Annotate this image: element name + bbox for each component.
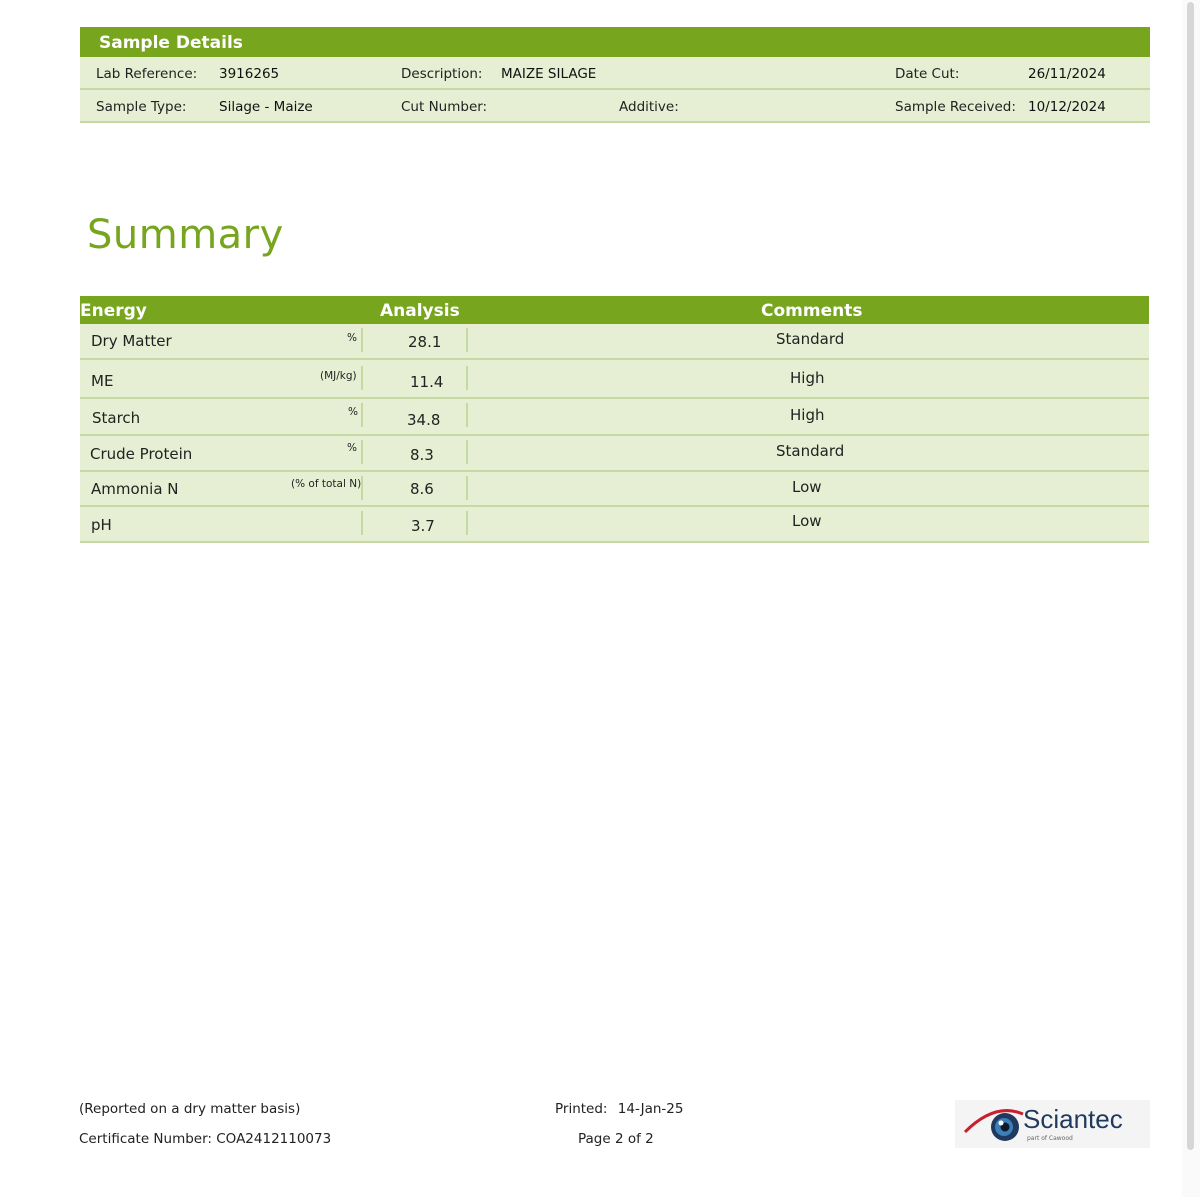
table-row — [80, 436, 1149, 472]
row-comment: Low — [792, 512, 822, 530]
sample-received-label: Sample Received: — [895, 99, 1016, 115]
row-comment: Standard — [776, 330, 845, 348]
cut-number-label: Cut Number: — [401, 99, 488, 115]
lab-reference-label: Lab Reference: — [96, 66, 198, 82]
row-unit: % — [347, 332, 357, 344]
scrollbar-track[interactable] — [1182, 0, 1200, 1197]
sample-details-row-2 — [80, 90, 1150, 123]
table-row — [80, 472, 1149, 507]
header-analysis: Analysis — [380, 301, 460, 321]
printed-date: 14-Jan-25 — [617, 1101, 684, 1117]
description-value: MAIZE SILAGE — [501, 66, 597, 82]
date-cut-label: Date Cut: — [895, 66, 960, 82]
sample-type-label: Sample Type: — [96, 99, 187, 115]
additive-label: Additive: — [619, 99, 679, 115]
row-comment: Low — [792, 478, 822, 496]
row-unit: (% of total N) — [291, 478, 362, 490]
logo-wordmark: Sciantec — [1023, 1104, 1123, 1134]
summary-table — [80, 296, 1149, 543]
row-name: Ammonia N — [91, 480, 179, 498]
sample-type-value: Silage - Maize — [219, 99, 313, 115]
page-number: Page 2 of 2 — [578, 1131, 654, 1147]
table-row — [80, 399, 1149, 436]
table-row — [80, 360, 1149, 399]
row-name: Starch — [92, 409, 141, 427]
date-cut-value: 26/11/2024 — [1028, 66, 1106, 82]
sample-details-title: Sample Details — [80, 27, 1150, 57]
eye-icon — [955, 1100, 1025, 1148]
row-unit: (MJ/kg) — [320, 370, 357, 382]
row-comment: Standard — [776, 442, 845, 460]
lab-reference-value: 3916265 — [219, 66, 280, 82]
summary-table-header — [80, 296, 1149, 324]
logo-tagline: part of Cawood — [1027, 1135, 1073, 1142]
row-value: 34.8 — [407, 411, 441, 429]
table-row — [80, 507, 1149, 543]
row-value: 28.1 — [408, 333, 442, 351]
basis-note: (Reported on a dry matter basis) — [79, 1101, 301, 1117]
row-name: pH — [91, 516, 112, 534]
sample-received-value: 10/12/2024 — [1028, 99, 1106, 115]
row-value: 8.6 — [410, 480, 434, 498]
sciantec-logo — [955, 1100, 1150, 1148]
row-value: 3.7 — [411, 517, 435, 535]
sample-details-row-1 — [80, 57, 1150, 90]
row-name: ME — [91, 372, 114, 390]
row-name: Dry Matter — [91, 332, 172, 350]
row-value: 8.3 — [410, 446, 434, 464]
row-unit: % — [348, 406, 358, 418]
row-comment: High — [790, 369, 825, 387]
header-comments: Comments — [761, 301, 863, 321]
printed-label: Printed: — [555, 1101, 608, 1117]
header-energy: Energy — [80, 301, 147, 321]
row-value: 11.4 — [410, 373, 444, 391]
printed-line — [555, 1101, 683, 1117]
description-label: Description: — [401, 66, 483, 82]
scrollbar-thumb[interactable] — [1187, 2, 1194, 1150]
certificate-number: Certificate Number: COA2412110073 — [79, 1131, 332, 1147]
row-unit: % — [347, 442, 357, 454]
row-name: Crude Protein — [90, 445, 193, 463]
table-row — [80, 324, 1149, 360]
sample-details-panel — [80, 27, 1150, 123]
summary-heading: Summary — [87, 212, 284, 258]
row-comment: High — [790, 406, 825, 424]
